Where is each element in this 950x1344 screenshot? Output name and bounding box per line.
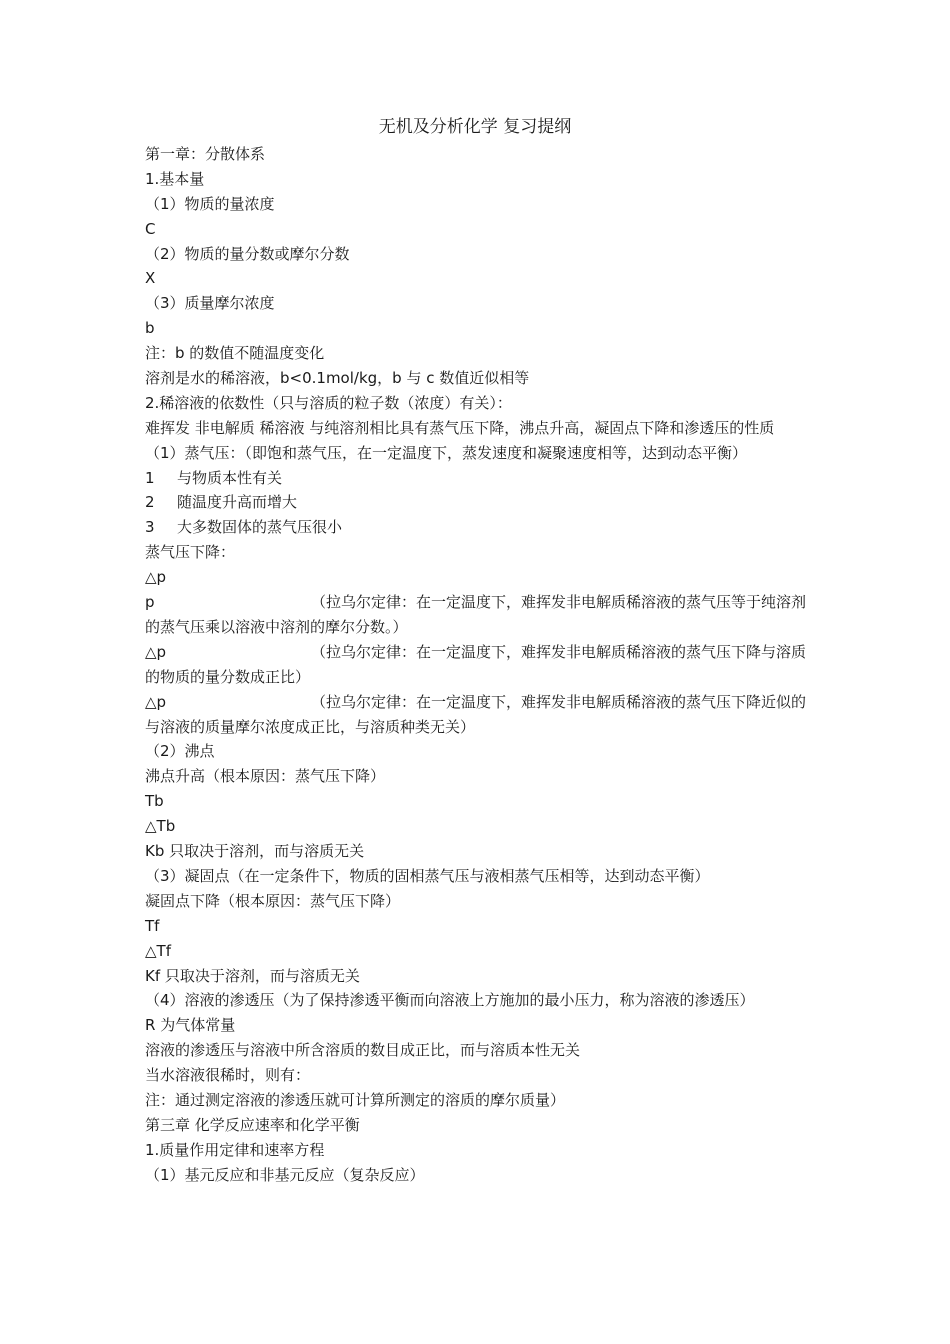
text-line: 凝固点下降（根本原因：蒸气压下降）: [145, 891, 401, 910]
symbol-line: Tb: [145, 792, 164, 811]
numbered-item: [145, 490, 810, 515]
text-line: 当水溶液很稀时，则有：: [145, 1066, 311, 1085]
numbered-item: [145, 515, 810, 540]
symbol-line: Tf: [145, 916, 160, 935]
raoult-law-paragraph: [145, 590, 810, 640]
text-line: （3）质量摩尔浓度: [145, 294, 275, 313]
text-line: Kb 只取决于溶剂，而与溶质无关: [145, 842, 365, 861]
text-line: Kf 只取决于溶剂，而与溶质无关: [145, 966, 360, 985]
section-heading: 1.基本量: [145, 169, 205, 188]
text-line: （1）蒸气压：（即饱和蒸气压，在一定温度下，蒸发速度和凝聚速度相等，达到动态平衡）: [145, 443, 748, 462]
law-text: （拉乌尔定律：在一定温度下，难挥发非电解质稀溶液的蒸气压下降近似的与溶液的质量摩尔浓度成正比，与溶质种类无关）: [145, 692, 807, 736]
item-text: 大多数固体的蒸气压很小: [177, 518, 343, 537]
raoult-law-paragraph: [145, 640, 810, 690]
text-line: R 为气体常量: [145, 1016, 236, 1035]
law-text: （拉乌尔定律：在一定温度下，难挥发非电解质稀溶液的蒸气压等于纯溶剂的蒸气压乘以溶液中溶剂的摩尔分数。）: [145, 593, 807, 636]
text-line: （1）基元反应和非基元反应（复杂反应）: [145, 1165, 425, 1184]
symbol-line: △Tb: [145, 817, 176, 836]
item-number: 1: [145, 468, 155, 487]
formula-symbol: △p: [145, 642, 167, 661]
symbol-line: △p: [145, 568, 167, 587]
note-line: 注：通过测定溶液的渗透压就可计算所测定的溶质的摩尔质量）: [145, 1090, 566, 1109]
chapter-heading: 第一章：分散体系: [145, 145, 266, 163]
symbol-line: b: [145, 319, 155, 338]
symbol-line: △Tf: [145, 941, 171, 960]
document-title: 无机及分析化学 复习提纲: [378, 117, 572, 137]
item-text: 随温度升高而增大: [177, 493, 298, 512]
text-line: （3）凝固点（在一定条件下，物质的固相蒸气压与液相蒸气压相等，达到动态平衡）: [145, 866, 710, 885]
text-line: （2）沸点: [145, 742, 215, 761]
text-line: 溶剂是水的稀溶液，b<0.1mol/kg，b 与 c 数值近似相等: [145, 369, 530, 388]
text-line: （1）物质的量浓度: [145, 194, 275, 213]
formula-symbol: △p: [145, 692, 167, 711]
text-line: （2）物质的量分数或摩尔分数: [145, 244, 350, 263]
text-line: （4）溶液的渗透压（为了保持渗透平衡而向溶液上方施加的最小压力，称为溶液的渗透压）: [145, 991, 755, 1010]
numbered-item: [145, 466, 810, 491]
symbol-line: C: [145, 219, 156, 238]
section-heading: 2.稀溶液的依数性（只与溶质的粒子数（浓度）有关）：: [145, 393, 512, 412]
raoult-law-paragraph: [145, 690, 810, 740]
law-text: （拉乌尔定律：在一定温度下，难挥发非电解质稀溶液的蒸气压下降与溶质的物质的量分数成正比）: [145, 642, 807, 686]
text-line: 沸点升高（根本原因：蒸气压下降）: [145, 767, 386, 786]
text-line: 溶液的渗透压与溶液中所含溶质的数目成正比，而与溶质本性无关: [145, 1041, 581, 1060]
formula-symbol: p: [145, 593, 155, 612]
item-number: 2: [145, 493, 155, 512]
document-body: [145, 142, 810, 1188]
note-line: 注：b 的数值不随温度变化: [145, 344, 325, 363]
chapter-heading: 第三章 化学反应速率和化学平衡: [145, 1115, 360, 1134]
symbol-line: X: [145, 269, 156, 288]
item-text: 与物质本性有关: [177, 468, 283, 487]
text-line: 蒸气压下降：: [145, 543, 236, 562]
paragraph: 难挥发 非电解质 稀溶液 与纯溶剂相比具有蒸气压下降，沸点升高，凝固点下降和渗透压的性质: [145, 418, 775, 437]
section-heading: 1.质量作用定律和速率方程: [145, 1140, 325, 1159]
item-number: 3: [145, 518, 155, 537]
